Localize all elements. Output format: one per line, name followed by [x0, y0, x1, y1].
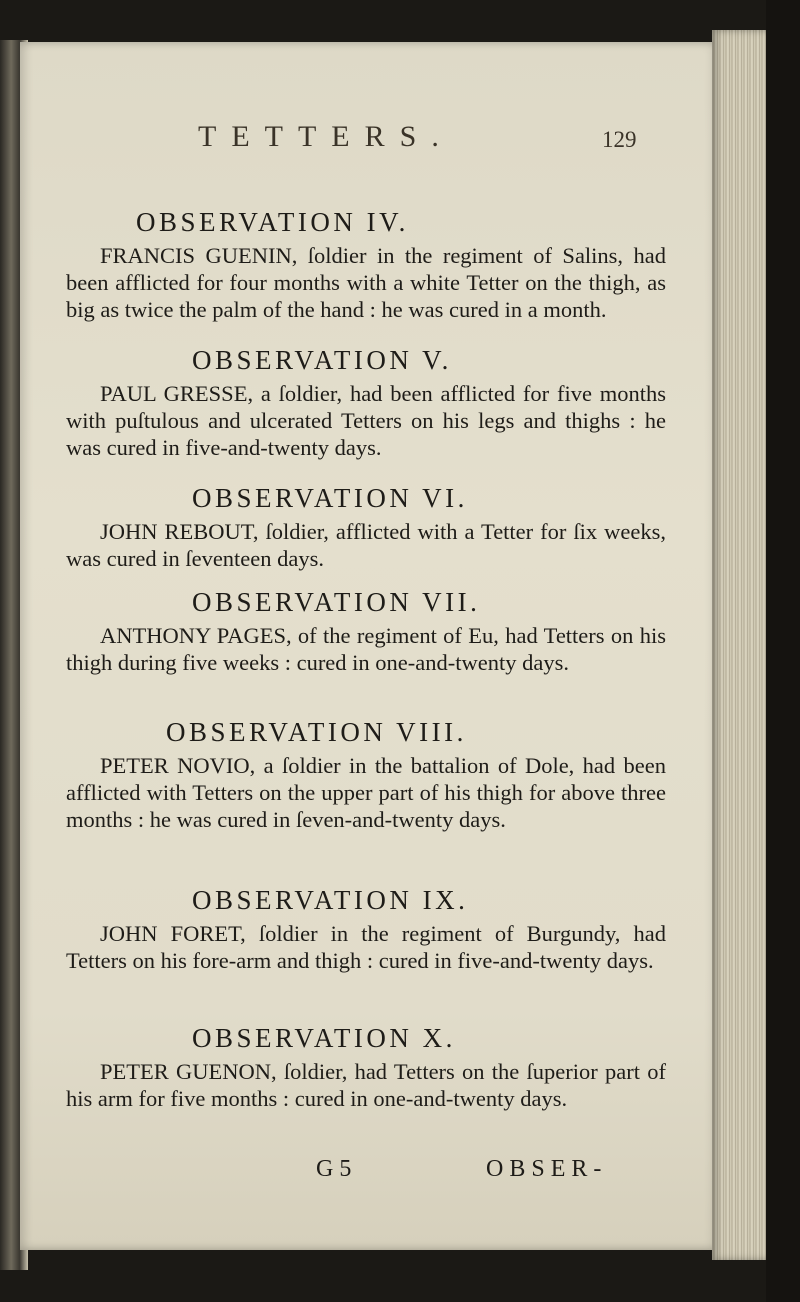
background-right: [766, 0, 800, 1302]
catchword: OBSER-: [486, 1156, 608, 1182]
page-footer: [66, 1156, 666, 1192]
observation-text: PAUL GRESSE, a ſoldier, had been afflicted for five months with puſtulous and ulcerated Tetters on his legs and thighs : he was cured in five-and-twenty days.: [66, 381, 666, 460]
observation-10: [66, 1018, 666, 1156]
observation-text: FRANCIS GUENIN, ſoldier in the regiment of Salins, had been afflicted for four months with a white Tetter on the thigh, as big as twice the palm of the hand : he was cured in a month.: [66, 243, 666, 322]
page-body: [66, 202, 666, 1192]
observation-heading: OBSERVATION VII.: [192, 587, 481, 617]
observation-text: ANTHONY PAGES, of the regiment of Eu, had Tetters on his thigh during five weeks : cured in one-and-twenty days.: [66, 623, 666, 675]
running-title: TETTERS.: [198, 120, 454, 153]
observation-9: [66, 880, 666, 1018]
observation-7: [66, 582, 666, 712]
observation-text: JOHN REBOUT, ſoldier, afflicted with a Tetter for ſix weeks, was cured in ſeventeen days.: [66, 519, 666, 571]
observation-text: JOHN FORET, ſoldier in the regiment of Burgundy, had Tetters on his fore-arm and thigh : cured in five-and-twenty days.: [66, 921, 666, 973]
page-edges: [712, 30, 766, 1260]
observation-heading: OBSERVATION IV.: [136, 207, 409, 237]
signature-mark: G 5: [316, 1156, 352, 1182]
observation-8: [66, 712, 666, 880]
page-number: 129: [602, 127, 637, 152]
book-page: [20, 42, 720, 1250]
observation-heading: OBSERVATION IX.: [192, 885, 469, 915]
observation-4: [66, 202, 666, 340]
observation-heading: OBSERVATION VI.: [192, 483, 468, 513]
observation-heading: OBSERVATION VIII.: [166, 717, 467, 747]
observation-text: PETER NOVIO, a ſoldier in the battalion of Dole, had been afflicted with Tetters on the upper part of his thigh for above three months : he was cured in ſeven-and-twenty days.: [66, 753, 666, 832]
observation-heading: OBSERVATION X.: [192, 1023, 456, 1053]
observation-text: PETER GUENON, ſoldier, had Tetters on the ſuperior part of his arm for five months : cured in one-and-twenty days.: [66, 1059, 666, 1111]
observation-heading: OBSERVATION V.: [192, 345, 452, 375]
observation-6: [66, 478, 666, 582]
observation-5: [66, 340, 666, 478]
